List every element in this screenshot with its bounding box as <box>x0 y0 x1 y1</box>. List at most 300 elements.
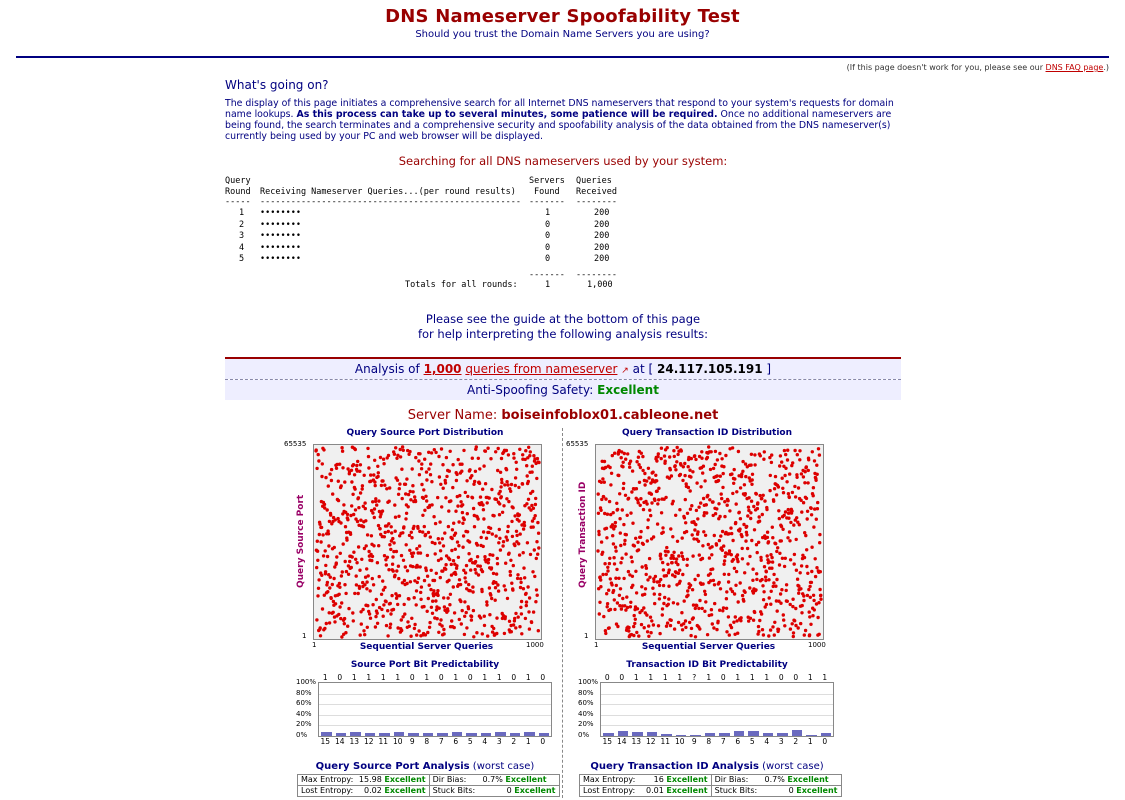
scatter-point <box>484 482 487 485</box>
scatter-point <box>689 508 692 511</box>
scatter-point <box>442 544 445 547</box>
scatter-point <box>605 592 608 595</box>
scatter-point <box>808 615 811 618</box>
safety-value: Excellent <box>597 383 659 397</box>
scatter-point <box>615 502 618 505</box>
stat-label: Stuck Bits: <box>432 786 476 795</box>
scatter-point <box>610 583 613 586</box>
scatter-point <box>676 563 679 566</box>
scatter-point <box>740 535 743 538</box>
scatter-point <box>403 603 406 606</box>
scatter-point <box>800 510 803 513</box>
scatter-point <box>705 503 708 506</box>
scatter-point <box>718 609 721 612</box>
scatter-point <box>653 592 656 595</box>
scatter-point <box>384 531 387 534</box>
scatter-point <box>749 511 752 514</box>
scatter-point <box>365 587 368 590</box>
round-dots: •••••••• <box>260 219 301 230</box>
scatter-point <box>714 463 717 466</box>
scatter-point <box>808 633 811 636</box>
percent-label: 20% <box>296 720 312 729</box>
scatter-point <box>782 491 785 494</box>
scatter-point <box>622 523 625 526</box>
scatter-point <box>318 523 321 526</box>
scatter-point <box>613 452 616 455</box>
scatter-point <box>719 534 722 537</box>
scatter-point <box>802 501 805 504</box>
scatter-point <box>491 554 494 557</box>
scatter-point <box>525 464 528 467</box>
scatter-point <box>320 574 323 577</box>
scatter-point <box>351 611 354 614</box>
scatter-point <box>332 577 335 580</box>
scatter-point <box>347 607 350 610</box>
totals-found: 1 <box>545 280 551 290</box>
scatter-point <box>752 505 755 508</box>
scatter-point <box>730 553 733 556</box>
bit-value: 0 <box>720 673 726 682</box>
scatter-point <box>652 623 655 626</box>
scatter-point <box>723 515 726 518</box>
scatter-point <box>758 619 761 622</box>
totals-queries: 1,000 <box>587 280 613 290</box>
scatter-point <box>362 525 365 528</box>
scatter-point <box>601 551 604 554</box>
scatter-point <box>441 569 444 572</box>
scatter-point <box>517 542 520 545</box>
scatter-point <box>783 514 786 517</box>
scatter-point <box>785 589 788 592</box>
scatter-point <box>322 448 325 451</box>
scatter-point <box>798 523 801 526</box>
scatter-point <box>392 541 395 544</box>
scatter-point <box>647 467 650 470</box>
grid-line <box>601 704 833 705</box>
scatter-point <box>352 513 355 516</box>
scatter-point <box>457 458 460 461</box>
scatter-point <box>781 487 784 490</box>
scatter-point <box>710 608 713 611</box>
scatter-point <box>526 474 529 477</box>
scatter-point <box>377 544 380 547</box>
scatter-point <box>474 470 477 473</box>
scatter-point <box>697 506 700 509</box>
scatter-point <box>607 589 610 592</box>
scatter-point <box>444 481 447 484</box>
scatter-point <box>426 631 429 634</box>
percent-label: 40% <box>296 709 312 718</box>
scatter-point <box>765 603 768 606</box>
scatter-point <box>662 602 665 605</box>
scatter-point <box>720 497 723 500</box>
scatter-point <box>458 578 461 581</box>
scatter-point <box>510 483 513 486</box>
scatter-point <box>816 473 819 476</box>
x-min-label: 1 <box>594 641 599 649</box>
scatter-point <box>523 576 526 579</box>
bit-value: 1 <box>351 673 357 682</box>
scatter-point <box>368 612 371 615</box>
scatter-point <box>718 515 721 518</box>
scatter-point <box>788 496 791 499</box>
scatter-point <box>786 449 789 452</box>
scatter-point <box>512 452 515 455</box>
scatter-point <box>353 473 356 476</box>
scatter-point <box>604 632 607 635</box>
scatter-point <box>619 531 622 534</box>
scatter-point <box>472 635 475 638</box>
scatter-point <box>353 592 356 595</box>
scatter-point <box>668 568 671 571</box>
scatter-point <box>401 531 404 534</box>
scatter-point <box>689 475 692 478</box>
scatter-point <box>400 468 403 471</box>
scatter-point <box>367 550 370 553</box>
dns-faq-link[interactable]: DNS FAQ page <box>1045 63 1104 72</box>
scatter-point <box>446 609 449 612</box>
scatter-point <box>505 468 508 471</box>
scatter-point <box>454 573 457 576</box>
scatter-point <box>782 618 785 621</box>
scatter-point <box>463 615 466 618</box>
scatter-point <box>683 474 686 477</box>
scatter-point <box>783 565 786 568</box>
scatter-point <box>680 611 683 614</box>
scatter-point <box>518 625 521 628</box>
analysis-line <box>225 359 901 379</box>
scatter-point <box>350 469 353 472</box>
scatter-point <box>337 613 340 616</box>
scatter-point <box>725 630 728 633</box>
scatter-point <box>795 538 798 541</box>
scatter-point <box>715 628 718 631</box>
scatter-point <box>438 607 441 610</box>
scatter-point <box>359 633 362 636</box>
scatter-point <box>697 540 700 543</box>
page-title: DNS Nameserver Spoofability Test <box>385 6 740 27</box>
scatter-point <box>703 590 706 593</box>
scatter-point <box>814 575 817 578</box>
bit-value: 0 <box>540 673 546 682</box>
scatter-point <box>770 453 773 456</box>
scatter-point <box>495 616 498 619</box>
scatter-point <box>644 587 647 590</box>
scatter-point <box>610 472 613 475</box>
scatter-point <box>365 567 368 570</box>
x-axis-title: Sequential Server Queries <box>641 642 776 652</box>
scatter-point <box>812 486 815 489</box>
scatter-point <box>601 477 604 480</box>
scatter-point <box>797 486 800 489</box>
scatter-point <box>335 561 338 564</box>
scatter-point <box>476 517 479 520</box>
scatter-point <box>408 534 411 537</box>
scatter-point <box>652 535 655 538</box>
bit-bar <box>690 735 701 736</box>
scatter-point <box>337 499 340 502</box>
scatter-point <box>519 606 522 609</box>
scatter-point <box>396 603 399 606</box>
scatter-point <box>380 593 383 596</box>
scatter-point <box>784 557 787 560</box>
scatter-point <box>629 460 632 463</box>
scatter-point <box>398 482 401 485</box>
scatter-point <box>688 621 691 624</box>
scatter-point <box>411 490 414 493</box>
stat-max-entropy <box>298 775 430 786</box>
bit-bar <box>510 733 521 736</box>
scatter-point <box>698 553 701 556</box>
scatter-point <box>684 498 687 501</box>
scatter-point <box>736 553 739 556</box>
bit-index-label: 1 <box>807 737 813 746</box>
server-name-value: boiseinfoblox01.cableone.net <box>501 408 719 423</box>
scatter-point <box>646 578 649 581</box>
scatter-point <box>661 613 664 616</box>
scatter-point <box>672 551 675 554</box>
scatter-point <box>647 518 650 521</box>
scatter-point <box>642 508 645 511</box>
query-rounds-table <box>225 176 901 296</box>
scatter-point <box>388 486 391 489</box>
scatter-point <box>502 504 505 507</box>
scatter-point <box>327 484 330 487</box>
scatter-point <box>768 489 771 492</box>
percent-label: 40% <box>578 709 594 718</box>
bit-index-label: 3 <box>778 737 784 746</box>
scatter-point <box>499 471 502 474</box>
scatter-point <box>415 547 418 550</box>
scatter-point <box>457 544 460 547</box>
bit-bar <box>350 732 361 736</box>
scatter-point <box>641 469 644 472</box>
scatter-point <box>762 598 765 601</box>
scatter-point <box>706 494 709 497</box>
scatter-point <box>360 558 363 561</box>
scatter-point <box>415 589 418 592</box>
scatter-point <box>373 507 376 510</box>
scatter-point <box>608 557 611 560</box>
percent-label: 20% <box>578 720 594 729</box>
external-link-icon[interactable]: ↗ <box>621 366 629 376</box>
scatter-point <box>806 517 809 520</box>
scatter-point <box>774 475 777 478</box>
scatter-point <box>359 491 362 494</box>
scatter-point <box>711 500 714 503</box>
bit-value: 1 <box>496 673 502 682</box>
scatter-point <box>503 632 506 635</box>
scatter-point <box>377 499 380 502</box>
bit-value: 1 <box>453 673 459 682</box>
scatter-point <box>629 511 632 514</box>
scatter-point <box>656 522 659 525</box>
scatter-point <box>778 464 781 467</box>
scatter-point <box>802 475 805 478</box>
scatter-point <box>366 533 369 536</box>
scatter-point <box>723 559 726 562</box>
scatter-point <box>461 546 464 549</box>
scatter-point <box>771 625 774 628</box>
scatter-point <box>636 607 639 610</box>
scatter-point <box>330 468 333 471</box>
scatter-point <box>422 605 425 608</box>
stat-stuck-bits <box>429 786 559 797</box>
scatter-point <box>362 629 365 632</box>
scatter-point <box>735 570 738 573</box>
scatter-point <box>397 565 400 568</box>
scatter-point <box>399 455 402 458</box>
scatter-point <box>616 508 619 511</box>
scatter-point <box>436 617 439 620</box>
scatter-point <box>672 500 675 503</box>
scatter-point <box>464 580 467 583</box>
scatter-point <box>690 457 693 460</box>
scatter-point <box>425 470 428 473</box>
scatter-point <box>317 453 320 456</box>
bit-value: 0 <box>793 673 799 682</box>
scatter-point <box>721 530 724 533</box>
scatter-point <box>472 507 475 510</box>
scatter-point <box>452 559 455 562</box>
scatter-point <box>627 629 630 632</box>
scatter-point <box>627 570 630 573</box>
scatter-point <box>484 450 487 453</box>
scatter-point <box>807 458 810 461</box>
dash-found: ------- <box>529 197 565 207</box>
scatter-point <box>657 487 660 490</box>
scatter-point <box>599 585 602 588</box>
scatter-point <box>438 475 441 478</box>
scatter-point <box>340 484 343 487</box>
scatter-point <box>749 617 752 620</box>
scatter-point <box>621 597 624 600</box>
faq-prefix: (If this page doesn't work for you, please see our <box>846 63 1043 72</box>
scatter-point <box>366 626 369 629</box>
scatter-point <box>532 507 535 510</box>
scatter-point <box>736 560 739 563</box>
x-max-label: 1000 <box>526 641 544 649</box>
scatter-point <box>421 530 424 533</box>
scatter-point <box>808 585 811 588</box>
scatter-point <box>614 525 617 528</box>
scatter-point <box>638 481 641 484</box>
scatter-point <box>443 531 446 534</box>
scatter-point <box>654 474 657 477</box>
guide-line-2: for help interpreting the following analysis results: <box>417 327 709 341</box>
scatter-point <box>352 619 355 622</box>
bit-bar <box>632 732 643 736</box>
scatter-point <box>809 623 812 626</box>
scatter-point <box>319 626 322 629</box>
stats-title <box>290 761 560 772</box>
scatter-point <box>525 600 528 603</box>
guide-note <box>225 312 901 342</box>
scatter-point <box>743 591 746 594</box>
scatter-point <box>757 625 760 628</box>
scatter-point <box>405 512 408 515</box>
scatter-point <box>654 575 657 578</box>
nameserver-link[interactable]: queries from nameserver <box>465 362 618 376</box>
scatter-point <box>495 498 498 501</box>
scatter-point <box>373 480 376 483</box>
scatter-point <box>534 497 537 500</box>
scatter-point <box>452 585 455 588</box>
scatter-point <box>504 588 507 591</box>
scatter-point <box>473 525 476 528</box>
scatter-point <box>771 560 774 563</box>
scatter-point <box>752 619 755 622</box>
scatter-point <box>695 604 698 607</box>
scatter-point <box>633 622 636 625</box>
scatter-point <box>448 603 451 606</box>
scatter-point <box>599 578 602 581</box>
percent-label: 60% <box>296 699 312 708</box>
bit-value: 0 <box>511 673 517 682</box>
scatter-point <box>741 460 744 463</box>
scatter-point <box>612 589 615 592</box>
query-count-link[interactable]: 1,000 <box>423 362 462 376</box>
scatter-point <box>371 603 374 606</box>
scatter-point <box>383 535 386 538</box>
bit-index-label: 9 <box>691 737 697 746</box>
scatter-point <box>608 562 611 565</box>
round-number: 3 <box>239 231 245 241</box>
scatter-point <box>526 585 529 588</box>
scatter-point <box>375 503 378 506</box>
scatter-point <box>323 627 326 630</box>
scatter-point <box>723 500 726 503</box>
scatter-point <box>764 575 767 578</box>
scatter-point <box>775 578 778 581</box>
scatter-point <box>631 575 634 578</box>
scatter-point <box>351 555 354 558</box>
scatter-point <box>365 544 368 547</box>
scatter-point <box>612 542 615 545</box>
scatter-point <box>414 456 417 459</box>
scatter-point <box>533 575 536 578</box>
scatter-point <box>402 559 405 562</box>
col-queries-header-1: Queries <box>576 176 612 186</box>
scatter-point <box>514 476 517 479</box>
scatter-point <box>417 577 420 580</box>
scatter-point <box>717 479 720 482</box>
scatter-point <box>623 539 626 542</box>
scatter-point <box>658 597 661 600</box>
scatter-point <box>642 543 645 546</box>
scatter-point <box>465 611 468 614</box>
scatter-point <box>487 531 490 534</box>
scatter-point <box>393 503 396 506</box>
scatter-dots <box>596 445 823 639</box>
y-axis-title: Query Transaction ID <box>578 481 588 588</box>
bit-predictability-title: Source Port Bit Predictability <box>350 660 500 670</box>
scatter-point <box>703 479 706 482</box>
scatter-point <box>420 483 423 486</box>
scatter-point <box>481 632 484 635</box>
scatter-point <box>430 480 433 483</box>
scatter-point <box>374 484 377 487</box>
scatter-point <box>486 501 489 504</box>
scatter-point <box>733 477 736 480</box>
scatter-point <box>603 460 606 463</box>
scatter-point <box>722 465 725 468</box>
scatter-point <box>681 479 684 482</box>
faq-suffix: .) <box>1103 63 1109 72</box>
scatter-point <box>461 522 464 525</box>
scatter-point <box>769 628 772 631</box>
intro-text-2: Once no additional nameservers are being found, the search terminates and a comprehensive security and spoofability analysis of the data obtained from the DNS nameserver(s) currently being used by your PC and web browser will be displayed. <box>225 109 892 142</box>
